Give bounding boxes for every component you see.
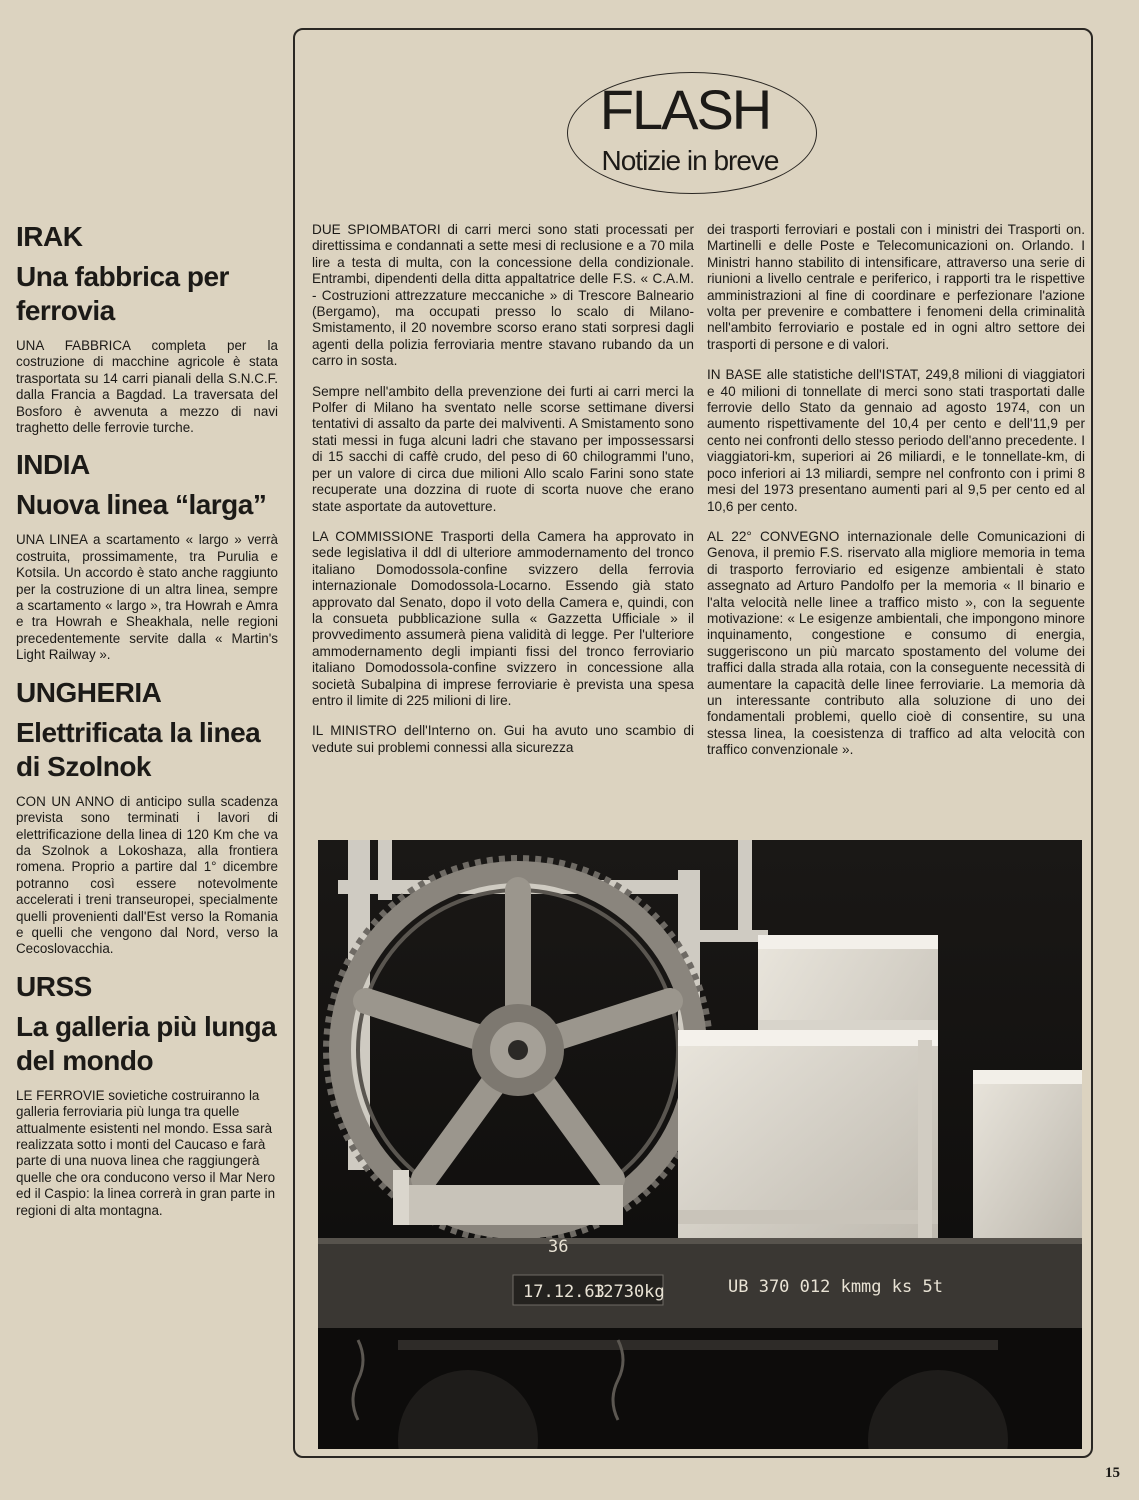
body-text: a scartamento « largo » verrà costruita, prossimamente, tra Purulia e Kotsila. Un accordo è stato anche raggiunto per la costruzione di un altra linea, sempre a scartamento « largo », tra Howrah e Amra e tra Howrah e Sheakhala, nelle regioni precedentemente servite dalla « Martin's Light Railway ».	[16, 532, 278, 663]
left-news-column	[16, 222, 278, 1233]
lead-in: DUE SPIOMBATORI	[312, 222, 441, 237]
freight-wagon-photo	[318, 840, 1082, 1449]
wagon-code-stencil: UB 370 012 kmmg ks 5t	[728, 1277, 943, 1297]
lead-in: LE FERROVIE	[16, 1087, 105, 1103]
body-text: dell'Interno on. Gui ha avuto uno scambio di vedute sui problemi connessi alla sicurezza	[312, 723, 694, 755]
news-item-irak	[16, 222, 278, 436]
news-body	[16, 338, 278, 436]
news-body	[16, 532, 278, 663]
news-paragraph	[312, 529, 694, 709]
body-text: di carri merci sono stati processati per direttissima e condannati a sette mesi di reclusione e a 70 mila lire a testa di multa, con la concessione della condizionale. Entrambi, dipendenti della ditta appaltatrice delle F.S. « C.A.M. - Costruzioni attrezzature meccaniche » di Trescore Balneario (Bergamo), ma occupati presso lo scalo di Milano-Smistamento, il 20 novembre scorso erano stati sorpresi dagli agenti della polizia ferroviaria mentre stavano rubando da un carro in sosta.	[312, 222, 695, 369]
wagon-weight-stencil: 12730kg	[593, 1282, 665, 1302]
news-headline: Nuova linea “larga”	[16, 489, 267, 521]
news-item-urss	[16, 972, 278, 1219]
undercarriage	[318, 1328, 1082, 1449]
country-heading: UNGHERIA	[16, 676, 162, 708]
news-headline: Elettrificata la linea di Szolnok	[16, 716, 261, 782]
news-item-ungheria	[16, 678, 278, 958]
body-text: alle statistiche dell'ISTAT, 249,8 milioni di viaggiatori e 40 milioni di tonnellate di merci sono stati trasportati dalle ferrovie dello Stato da gennaio ad agosto 1974, con un aumento rispettivamente del 10,4 per cento e dell'11,9 per cento nei confronti dello stesso periodo dell'anno precedente. I viaggiatori-km, superiori ai 26 miliardi, e le tonnellate-km, di poco inferiori ai 13 miliardi, sempre nel confronto con i primi 8 mesi del 1973 presentano aumenti pari al 9,5 per cento ed al 10,6 per cento.	[707, 367, 1085, 514]
news-body	[16, 794, 278, 958]
country-heading: IRAK	[16, 221, 83, 252]
lead-in: CON UN ANNO	[16, 793, 115, 809]
news-paragraph	[312, 723, 694, 756]
lead-in: AL 22° CONVEGNO	[707, 528, 840, 544]
chalk-mark: 36	[548, 1237, 569, 1257]
news-paragraph	[707, 529, 1085, 759]
country-heading: URSS	[16, 970, 92, 1002]
wagon-date-stencil: 17.12.63	[523, 1282, 605, 1302]
middle-news-column	[312, 222, 694, 770]
body-text: Sempre nell'ambito della prevenzione dei furti ai carri merci la Polfer di Milano ha sventato nelle scorse settimane diversi tentativi di assalto da parte dei malviventi. A Smistamento sono stati messi in fuga alcuni ladri che stavano per impossessarsi di 15 sacchi di caffè crudo, del peso di 60 chilogrammi l'uno, per un valore di circa due milioni Allo scalo Farini sono state recuperate una dozzina di ruote di scorta nuove che erano state asportate da autovetture.	[312, 383, 694, 514]
lead-in: LA COMMISSIONE	[312, 528, 434, 544]
news-paragraph	[312, 384, 694, 515]
lead-in: UNA FABBRICA	[16, 338, 131, 353]
news-paragraph	[707, 222, 1085, 353]
page-number: 15	[1105, 1465, 1120, 1481]
news-headline: Una fabbrica per ferrovia	[16, 261, 229, 326]
body-text: dei trasporti ferroviari e postali con i ministri dei Trasporti on. Martinelli e delle Poste e Telecomunicazioni on. Orlando. I Ministri hanno stabilito di intensificare, attraverso una serie di riunioni a livello centrale e periferico, i rapporti tra le rispettive amministrazioni al fine di coordinare e perfezionare l'azione volta per prevenire e combattere i fenomeni della criminalità nell'ambito ferroviario e postale ed in ogni altro settore dei trasporti di persone e di valori.	[707, 222, 1085, 352]
right-news-column	[707, 222, 1085, 773]
body-text: completa per la costruzione di macchine agricole è stata trasportata su 14 carri pianali della S.N.C.F. dalla Francia a Bagdad. La traversata del Bosforo è avvenuta a mezzo di navi traghetto delle ferrovie turche.	[16, 338, 278, 436]
body-text: sovietiche costruiranno la galleria ferroviaria più lunga tra quelle attualmente esistenti nel mondo. Essa sarà realizzata sotto i monti del Caucaso e farà parte di una nuova linea che raggiungerà quelle che ora conducono verso il Mar Nero ed il Caspio: la linea correrà in gran parte in regioni di alta montagna.	[16, 1087, 276, 1218]
body-text: Trasporti della Camera ha approvato in sede legislativa il ddl di ulteriore ammodernamento del tronco italiano Domodossola-confine svizzero della ferrovia internazionale Domodossola-Locarno. Essendo già stato approvato dal Senato, dopo il voto della Camera e, quindi, con la consueta pubblicazione sulla « Gazzetta Ufficiale » il provvedimento assumerà piena validità di legge. Per l'ulteriore ammodernamento degli impianti fissi del tronco ferroviario italiano Domodossola-confine svizzero in concessione alla società Subalpina di imprese ferroviarie è prevista una spesa entro il limite di 225 milioni di lire.	[312, 528, 694, 708]
body-text: di anticipo sulla scadenza prevista sono terminati i lavori di elettrificazione della linea di 120 Km che va da Szolnok a Lokoshaza, alla frontiera romena. Proprio a partire dal 1° dicembre potranno così essere notevolmente accelerati i treni transeuropei, specialmente quelli provenienti dall'Est verso la Romania e quelli che vengono dal Nord, verso la Cecoslovacchia.	[16, 793, 278, 957]
lead-in: IL MINISTRO	[312, 723, 397, 739]
lead-in: UNA LINEA	[16, 532, 88, 548]
wagon-side	[318, 1237, 1082, 1328]
news-item-india	[16, 450, 278, 663]
news-body	[16, 1088, 278, 1219]
news-paragraph	[707, 367, 1085, 515]
country-heading: INDIA	[16, 449, 90, 481]
lead-in: IN BASE	[707, 367, 762, 383]
body-text: internazionale delle Comunicazioni di Genova, il premio F.S. riservato alla migliore memoria in tema di trasporto ferroviario ed esigenze ambientali è stato assegnato ad Arturo Pandolfo per la memoria « Il binario e l'alta velocità nelle linee a traffico misto », con la seguente motivazione: « Le esigenze ambientali, che impongono minore inquinamento, congestione e consumo di energia, suggeriscono un più marcato spostamento del volume dei traffici dalla strada alla rotaia, con la conseguente necessità di aumentare la capacità delle linee ferroviarie. La memoria dà un interessante contributo alla soluzione di uno dei fondamentali problemi, quello cioè di consentire, su una stessa linea, la coesistenza di traffico ad alta velocità con traffico convenzionale ».	[707, 528, 1085, 758]
flash-subtitle: Notizie in breve	[601, 145, 779, 176]
news-headline: La galleria più lunga del mondo	[16, 1010, 277, 1076]
news-paragraph	[312, 222, 694, 370]
flash-title: FLASH	[599, 78, 771, 141]
